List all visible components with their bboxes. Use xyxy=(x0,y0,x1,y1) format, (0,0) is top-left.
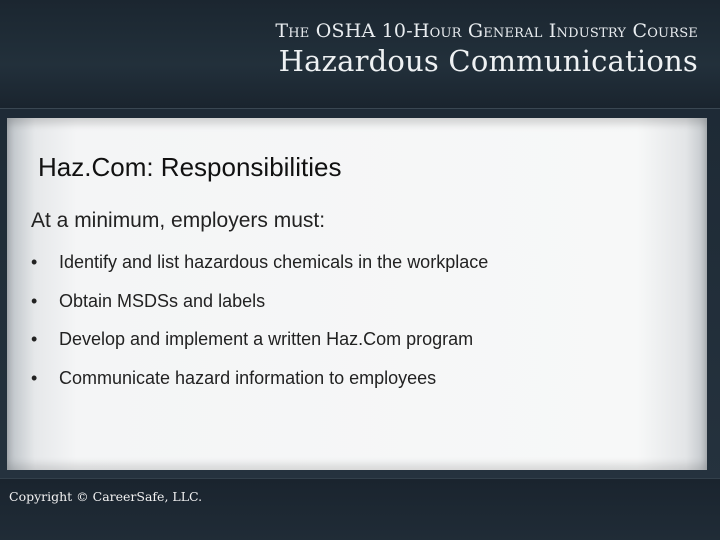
bullet-text: Identify and list hazardous chemicals in the workplace xyxy=(59,252,489,272)
intro-text: At a minimum, employers must: xyxy=(31,209,326,232)
bullet-text: Obtain MSDSs and labels xyxy=(59,290,266,311)
bullet-icon: • xyxy=(31,252,38,272)
header-banner xyxy=(0,0,720,109)
bullet-text: Develop and implement a written Haz.Com program xyxy=(59,329,474,349)
copyright-text: Copyright © CareerSafe, LLC. xyxy=(9,489,203,504)
bullet-icon: • xyxy=(31,290,38,311)
module-title: Hazardous Communications xyxy=(278,44,698,78)
course-title: The OSHA 10-Hour General Industry Course xyxy=(275,20,698,42)
bullet-icon: • xyxy=(31,329,38,349)
slide-title: Haz.Com: Responsibilities xyxy=(38,152,342,182)
footer-bar xyxy=(0,478,720,540)
bullet-text: Communicate hazard information to employees xyxy=(59,367,437,388)
bullet-icon: • xyxy=(31,367,38,388)
